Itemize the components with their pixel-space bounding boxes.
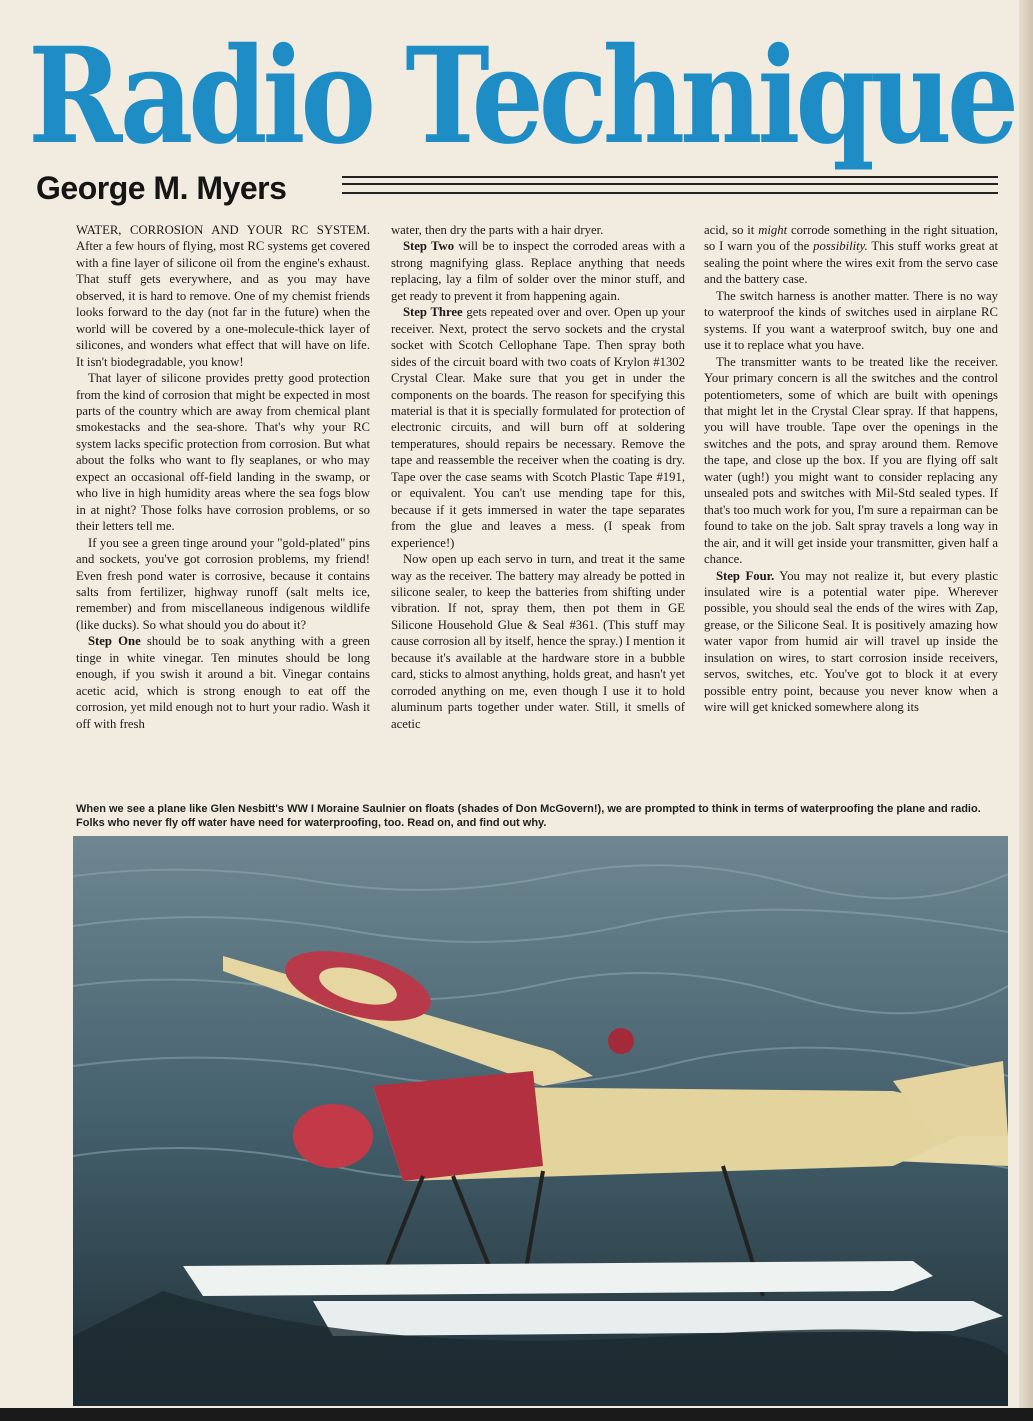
author-byline: George M. Myers — [36, 170, 287, 206]
step-heading: Step Four. — [716, 568, 775, 583]
paragraph: If you see a green tinge around your "gold-plated" pins and sockets, you've got corrosion problems, my friend! Even fresh pond water is corrosive, because it contains salts from fertilizer, highway runoff (salt melts ice, remember) and from miscellaneous indigenous wildlife (like ducks). So what should you do about it? — [76, 535, 370, 632]
page-edge — [1019, 0, 1033, 1408]
float-left — [183, 1261, 933, 1296]
byline-row — [36, 168, 998, 208]
pilot-helmet — [608, 1028, 634, 1054]
spinner — [293, 1104, 373, 1168]
paragraph: The transmitter wants to be treated like the receiver. Your primary concern is all the switches and the control potentiometers, some of which are built with openings that might let in the Crystal Clear spray. If that happens, you will have trouble. Tape over the openings in the switches and the pots, and spray around them. Remove the tape, and close up the box. If you are flying off salt water (ugh!) you might want to consider replacing any unsealed pots and switches with Mil-Std sealed types. If that's too much work for you, I'm sure a repairman can be found to take on the job. Salt spray travels a long way in the air, and it will get inside your transmitter, given half a chance. — [704, 354, 998, 567]
paragraph: acid, so it might corrode something in the right situation, so I warn you of the possibility. This stuff works great at sealing the point where the wires exit from the servo case and the battery case. — [704, 223, 998, 287]
paragraph: Step Two will be to inspect the corroded areas with a strong magnifying glass. Replace anything that needs replacing, lay a film of solder over the minor stuff, and get ready to prevent it from happening again. — [391, 239, 685, 303]
step-heading: Step One — [88, 634, 141, 649]
paragraph: Step Four. You may not realize it, but every plastic insulated wire is a potential water pipe. Wherever possible, you should seal the ends of the wires with Zap, grease, or the Silicone Seal. It is positively amazing how water vapor from humid air will travel up inside the insulation on wires, to start corrosion inside receivers, servos, switches, etc. You've got to block it at every possible entry point, because you never know when a wire will get knicked somewhere along its — [704, 568, 998, 715]
article-column-1 — [76, 222, 370, 782]
seaplane-illustration — [73, 836, 1008, 1406]
paragraph: That layer of silicone provides pretty good protection from the kind of corrosion that might be expected in most parts of the country which are away from chemical plant smokestacks and the sea-shore. That's why your RC system lacks specific protection from corrosion. But what about the folks who want to fly seaplanes, or who may expect an occasional off-field landing in the swamp, or who live in high humidity areas where the sea fogs blow in at night? Those folks have corrosion problems, or so their letters tell me. — [76, 371, 370, 534]
cowling — [373, 1071, 543, 1181]
paragraph: WATER, CORROSION AND YOUR RC SYSTEM. After a few hours of flying, most RC systems get covered with a fine layer of silicone oil from the engine's exhaust. That stuff gets everywhere, and as you may have observed, it is hard to remove. One of my chemist friends looks forward to the day (not far in the future) when the world will be covered by a one-molecule-thick layer of silicones, and wonders what effect that will have on life. It isn't biodegradable, you know! — [76, 223, 370, 369]
paragraph: Step One should be to soak anything with a green tinge in white vinegar. Ten minutes should be long enough, if you swish it around a bit. Vinegar contains acetic acid, which is strong enough to eat off the corrosion, yet mild enough not to hurt your radio. Wash it off with fresh — [76, 634, 370, 731]
paragraph: water, then dry the parts with a hair dryer. — [391, 223, 604, 237]
scan-border — [0, 1408, 1033, 1421]
paragraph: The switch harness is another matter. There is no way to waterproof the kinds of switches used in airplane RC systems. If you want a waterproof switch, buy one and use it to replace what you have. — [704, 288, 998, 353]
seaplane-photo — [73, 836, 1008, 1406]
step-heading: Step Two — [403, 239, 455, 254]
article-column-3 — [704, 222, 998, 782]
step-heading: Step Three — [403, 305, 463, 320]
article-column-2 — [391, 222, 685, 782]
photo-caption: When we see a plane like Glen Nesbitt's WW I Moraine Saulnier on floats (shades of Don McGovern!), we are prompted to think in terms of waterproofing the plane and radio. Folks who never fly off water have need for waterproofing, too. Read on, and find out why. — [76, 803, 981, 829]
page-title: Radio Technique — [28, 19, 1014, 174]
paragraph: Now open up each servo in turn, and treat it the same way as the receiver. The battery may already be potted in silicone sealer, to keep the batteries from shifting under vibration. If not, spray them, then pot them in GE Silicone Household Glue & Seal #361. (This stuff may cause corrosion all by itself, hence the spray.) I mention it because it's available at the hardware store in a bubble card, sticks to almost anything, holds great, and hasn't yet corroded anything on me, even though I use it to hold aluminum parts together under water. Still, it smells of acetic — [391, 552, 685, 731]
paragraph: Step Three gets repeated over and over. Open up your receiver. Next, protect the servo sockets and the crystal socket with Scotch Cellophane Tape. Then spray both sides of the circuit board with two coats of Krylon #1302 Crystal Clear. Make sure that you get in under the components on the boards. The reason for specifying this material is that it is specially formulated for protection of electronic circuits, and will burn off at soldering temperatures, should repairs be necessary. Remove the tape and reassemble the receiver when the coating is dry. Tape over the case seams with Scotch Plastic Tape #191, or equivalent. You can't use mending tape for this, because if it gets immersed in water the tape separates from the glue and leaves a mess. (I speak from experience!) — [391, 305, 685, 550]
title-rule — [342, 176, 998, 194]
